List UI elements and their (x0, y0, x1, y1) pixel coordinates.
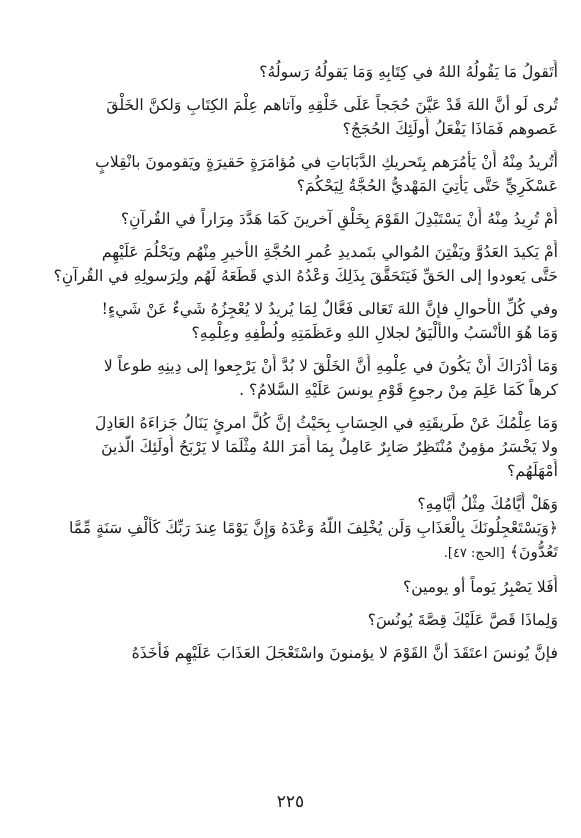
text-line: وفي كُلِّ الأَحوالِ فإنَّ اللهَ تَعَالى فَعَّالٌ لِمَا يُريدُ لا يُعْجِزُهُ شَيءٌ عَنْ شَيءٍ! (101, 300, 558, 318)
verse-line: ﴿وَيَسْتَعْجِلُونَكَ بِالْعَذَابِ وَلَن يُخْلِفَ اللَّهُ وَعْدَهُ وَإِنَّ يَوْمًا عِندَ رَبِّكَ كَأَلْفِ سَنَةٍ مِّمَّا (69, 519, 558, 537)
text-line: أَفَلا يَصْبِرُ يَوماً أو يومين؟ (402, 578, 558, 596)
text-line: أَتُريدُ مِنْهُ أَنْ يَأْمُرَهم بِتَحريكِ الدَّبَابَاتِ في مُؤامَرَةٍ حَقيرَةٍ ويَقومونَ بانْقِلابٍ (95, 153, 558, 171)
text-line: أَمْ تُرِيدُ مِنْهُ أَنْ يَسْتَبْدِلَ القَوْمَ بِخَلْقٍ آخرينَ كَمَا هَدَّدَ مِرَاراً في القُرآنِ؟ (120, 210, 558, 228)
text-line: وَمَا عِلْمُكَ عَنْ طَريقَتِهِ في الحِسَابِ بِحَيْثُ إنَّ كُلَّ امرئٍ يَنَالُ جَزاءَهُ العَادِلَ (95, 414, 558, 432)
text-line: وَمَا هُوَ الأَنْسَبُ والأَلْيَقُ لجلالِ اللهِ وعَظَمَتِهِ ولُطْفِهِ وعِلْمِهِ؟ (191, 324, 558, 342)
verse-line (38, 540, 558, 566)
page-number: ٢٢٥ (276, 792, 305, 812)
text-line: وَهَلْ أَيَّامُكَ مِثْلُ أَيَّامِهِ؟ (417, 495, 558, 513)
quran-verse (38, 516, 558, 566)
text-line: حَتَّى يَعودوا إلى الحَقِّ فَيَتَحَقَّقَ بِذَلِكَ وَعْدُهُ الذي قَطَعَهُ لَهُم ولِرَسولِهِ في القُرآنِ؟ (53, 267, 558, 285)
text-line: تُرى لَو أنَّ اللهَ قَدْ عَيَّنَ حُجَجاً عَلَى خَلْقِهِ وآتاهم عِلْمَ الكِتَابِ وَلكنَّ الخَلْقَ (106, 96, 558, 114)
text-line: وَمَا أَدْرَاكَ أَنْ يَكُونَ في عِلْمِهِ أَنَّ الخَلْقَ لا بُدَّ أَنْ يَرْجِعوا إلى دِينِهِ طوعاً لا (103, 357, 558, 375)
text-line: كرهاً كَمَا عَلِمَ مِنْ رجوعِ قَوْمِ يونسَ عَلَيْهِ السَّلامُ؟ . (239, 381, 558, 399)
text-line: أَمْهَلَهُم؟ (507, 462, 558, 480)
text-line: وَلِماذَا قَصَّ عَلَيْكَ قِصَّةَ يُونُسَ؟ (367, 611, 558, 629)
verse-end: تَعُدُّونَ﴾ (509, 543, 558, 561)
text-line: عَسْكَرِيٍّ حَتَّى يَأْتِيَ المَهْديُّ الحُجَّةُ لِيَحْكُمَ؟ (296, 177, 558, 195)
text-line: فإنَّ يُونسَ اعتَقَدَ أنَّ القَوْمَ لا يؤمنونَ واسْتَعْجَلَ العَذَابَ عَلَيْهِم فَأَخَذَهُ (131, 644, 558, 662)
text-line: عَصوهم فَمَاذَا يَفْعَلُ أُولَئِكَ الحُجَجُ؟ (342, 120, 558, 138)
text-line: أَتَقولُ مَا يَقُولُهُ اللهُ في كِتَابِهِ وَمَا يَقولُهُ رَسولُهُ؟ (259, 63, 558, 81)
text-line: ولا يَخْسَرُ مؤمِنٌ مُنْتَظِرٌ صَابِرٌ عَامِلٌ بِمَا أَمَرَ اللهُ مِثْلَمَا لا يَرْبَحُ أُولَئِكَ الَّذينَ (101, 438, 558, 456)
text-line: أَمْ يَكيدَ العَدُوَّ ويَفْتِنَ المُوالي بتَمديدِ عُمرِ الحُجَّةِ الأخيرِ مِنْهُم ويَحْلُمَ عَلَيْهِم (101, 243, 558, 261)
page-body (38, 60, 558, 665)
verse-reference: [الحج: ٤٧]. (443, 546, 505, 561)
